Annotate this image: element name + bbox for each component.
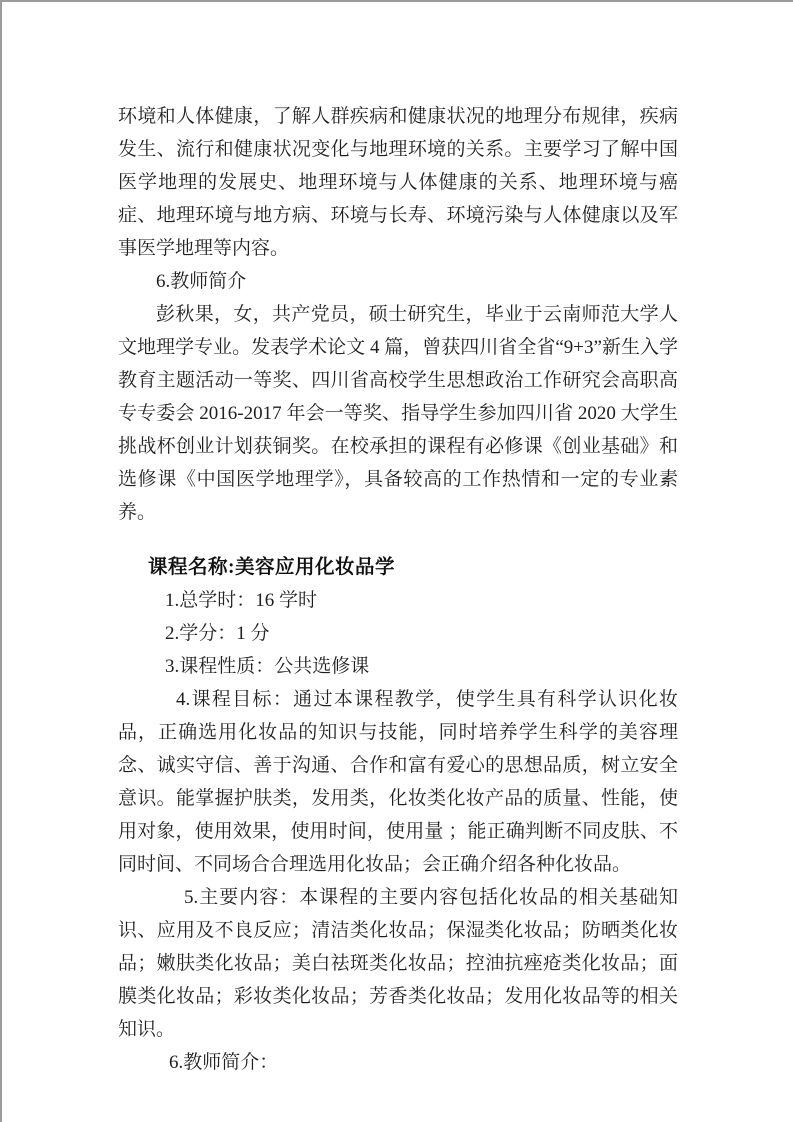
course-item-teacher-heading: 6.教师简介：	[169, 1052, 279, 1073]
course-item-objectives: 4.课程目标：通过本课程教学，使学生具有科学认识化妆品，正确选用化妆品的知识与技能，同时培养学生科学的美容理念、诚实守信、善于沟通、合作和富有爱心的思想品质，树立安全意识。能掌握护肤类，发用类，化妆类化妆产品的质量、性能，使用对象，使用效果，使用时间，使用量 ；能正确判断不同皮肤、不同时间、不同场合合理选用化妆品；会正确介绍各种化妆品。	[118, 689, 678, 875]
teacher-bio-paragraph: 彭秋果，女，共产党员，硕士研究生，毕业于云南师范大学人文地理学专业。发表学术论文 4 篇，曾获四川省全省“9+3”新生入学教育主题活动一等奖、四川省高校学生思想政治工作研究会高职高专专委会 2016-2017 年会一等奖、指导学生参加四川省 2020 大学生挑战杯创业计划获铜奖。在校承担的课程有必修课《创业基础》和选修课《中国医学地理学》，具备较高的工作热情和一定的专业素养。	[118, 304, 678, 523]
teacher-intro-heading: 6.教师简介	[156, 271, 247, 292]
course-item-credit: 2.学分：1 分	[165, 623, 270, 644]
course-title-heading: 课程名称:美容应用化妆品学	[148, 557, 395, 578]
intro-paragraph: 环境和人体健康，了解人群疾病和健康状况的地理分布规律，疾病发生、流行和健康状况变化与地理环境的关系。主要学习了解中国医学地理的发展史、地理环境与人体健康的关系、地理环境与癌症、地理环境与地方病、环境与长寿、环境污染与人体健康以及军事医学地理等内容。	[118, 106, 678, 259]
course-item-total-hours: 1.总学时：16 学时	[165, 590, 318, 611]
course-item-main-content: 5.主要内容：本课程的主要内容包括化妆品的相关基础知识、应用及不良反应；清洁类化妆品；保湿类化妆品；防晒类化妆品；嫩肤类化妆品；美白祛斑类化妆品；控油抗痤疮类化妆品；面膜类化妆品；彩妆类化妆品；芳香类化妆品；发用化妆品等的相关知识。	[118, 887, 678, 1040]
course-item-course-type: 3.课程性质：公共选修课	[165, 656, 370, 677]
page-text-block	[118, 100, 678, 1079]
